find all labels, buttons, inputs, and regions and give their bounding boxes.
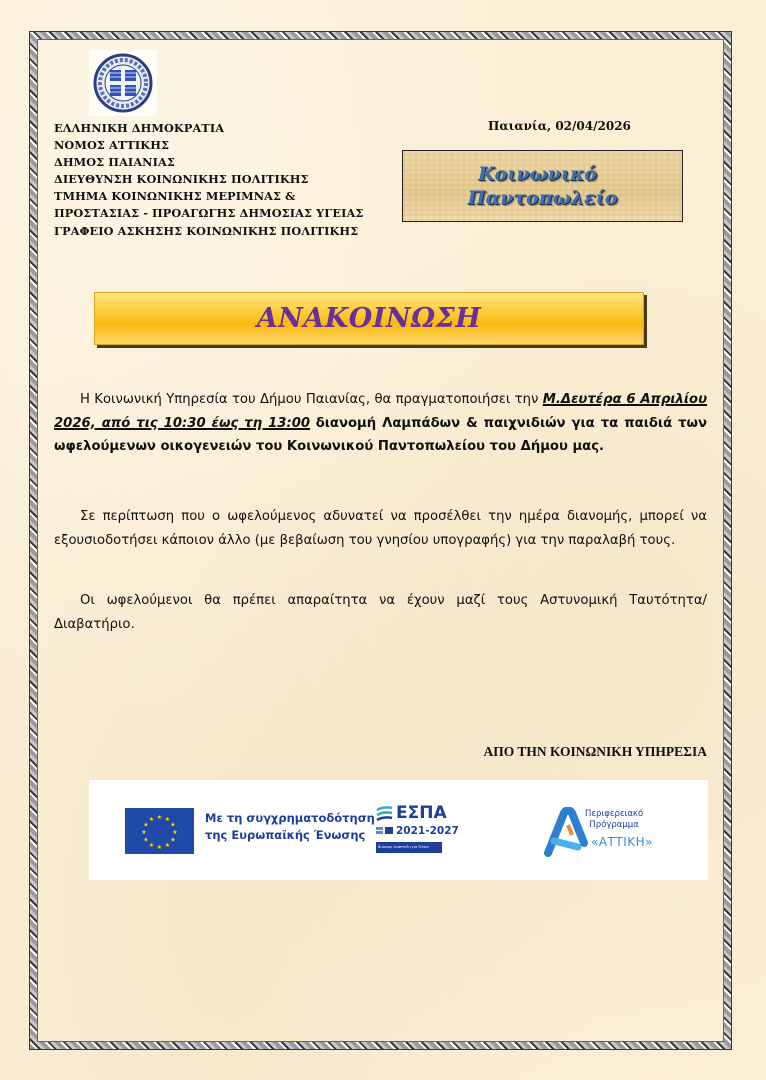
document-date: Παιανία, 02/04/2026 <box>488 119 631 133</box>
espa-waves-icon <box>376 806 393 822</box>
attiki-a-icon <box>544 807 588 857</box>
announcement-title-banner <box>94 292 644 345</box>
event-date-time: Μ.Δευτέρα 6 Απριλίου 2026, από τις 10:30 έως τη 13:00 <box>54 392 707 431</box>
svg-text:★: ★ <box>156 814 163 821</box>
attiki-program-label <box>585 809 643 831</box>
attiki-program-line1: Περιφερειακό <box>585 809 644 819</box>
svg-text:★: ★ <box>148 816 155 823</box>
paragraph-id-requirement <box>54 589 707 636</box>
espa-years: 2021-2027 <box>396 825 459 837</box>
espa-title: ΕΣΠΑ <box>396 803 447 823</box>
svg-text:★: ★ <box>143 821 149 829</box>
authority-line: ΠΡΟΣΤΑΣΙΑΣ - ΠΡΟΑΓΩΓΗΣ ΔΗΜΟΣΙΑΣ ΥΓΕΙΑΣ <box>54 206 364 221</box>
espa-tagline: Βιώσιμη Ανάπτυξη για Όλους <box>376 842 442 853</box>
funding-logos-strip <box>89 780 708 880</box>
issuing-authority-block <box>54 120 363 240</box>
paragraph-distribution-details <box>54 388 707 459</box>
authority-line: ΕΛΛΗΝΙΚΗ ΔΗΜΟΚΡΑΤΙΑ <box>54 121 225 135</box>
attiki-regional-program-logo <box>544 805 684 860</box>
distribution-description: διανομή Λαμπάδων & παιχνιδιών για τα παιδιά των ωφελούμενων οικογενειών του Κοινωνικού Παντοπωλείου του Δήμου μας. <box>54 415 707 454</box>
svg-text:★: ★ <box>170 821 176 829</box>
authority-line: ΓΡΑΦΕΙΟ ΑΣΚΗΣΗΣ ΚΟΙΝΩΝΙΚΗΣ ΠΟΛΙΤΙΚΗΣ <box>54 223 359 238</box>
eu-cofunding-line2: της Ευρωπαϊκής Ένωσης <box>205 828 366 842</box>
svg-text:★: ★ <box>172 829 178 836</box>
eu-flag-icon <box>125 808 194 854</box>
eu-cofunding-text <box>205 810 375 844</box>
attiki-name: «ΑΤΤΙΚΗ» <box>591 835 653 849</box>
authority-line: ΔΗΜΟΣ ΠΑΙΑΝΙΑΣ <box>54 155 175 170</box>
social-grocery-logo-line1: Κοινωνικό <box>478 163 597 185</box>
svg-text:★: ★ <box>148 842 155 849</box>
intro-text: Η Κοινωνική Υπηρεσία του Δήμου Παιανίας, θα πραγματοποιήσει την <box>80 392 543 407</box>
svg-text:★: ★ <box>164 816 171 823</box>
social-grocery-logo <box>402 150 683 222</box>
signature-line: ΑΠΟ ΤΗΝ ΚΟΙΝΩΝΙΚΗ ΥΠΗΡΕΣΙΑ <box>483 744 707 759</box>
social-grocery-logo-line2: Παντοπωλείο <box>467 187 618 209</box>
greek-eu-flags-icon <box>376 827 393 835</box>
id-requirement-text: Οι ωφελούμενοι θα πρέπει απαραίτητα να έχουν μαζί τους Αστυνομική Ταυτότητα/Διαβατήριο. <box>54 593 707 632</box>
authority-line: ΤΜΗΜΑ ΚΟΙΝΩΝΙΚΗΣ ΜΕΡΙΜΝΑΣ & <box>54 189 296 204</box>
announcement-title: ΑΝΑΚΟΙΝΩΣΗ <box>256 303 482 334</box>
attiki-program-line2: Πρόγραμμα <box>589 820 639 830</box>
greek-coat-of-arms-icon <box>89 50 157 116</box>
paragraph-authorization <box>54 505 707 552</box>
svg-text:★: ★ <box>156 844 163 851</box>
authority-line: ΝΟΜΟΣ ΑΤΤΙΚΗΣ <box>54 138 170 153</box>
espa-logo <box>376 803 459 858</box>
svg-text:★: ★ <box>164 842 171 849</box>
eu-cofunding-line1: Με τη συγχρηματοδότηση <box>205 811 375 825</box>
authorization-text: Σε περίπτωση που ο ωφελούμενος αδυνατεί να προσέλθει την ημέρα διανομής, μπορεί να εξουσιοδοτήσει κάποιον άλλο (με βεβαίωση του γνησίου υπογραφής) για την παραλαβή τους. <box>54 509 707 548</box>
svg-text:★: ★ <box>141 829 147 836</box>
svg-text:★: ★ <box>143 836 149 844</box>
authority-line: ΔΙΕΥΘΥΝΣΗ ΚΟΙΝΩΝΙΚΗΣ ΠΟΛΙΤΙΚΗΣ <box>54 172 309 187</box>
svg-text:★: ★ <box>170 836 176 844</box>
